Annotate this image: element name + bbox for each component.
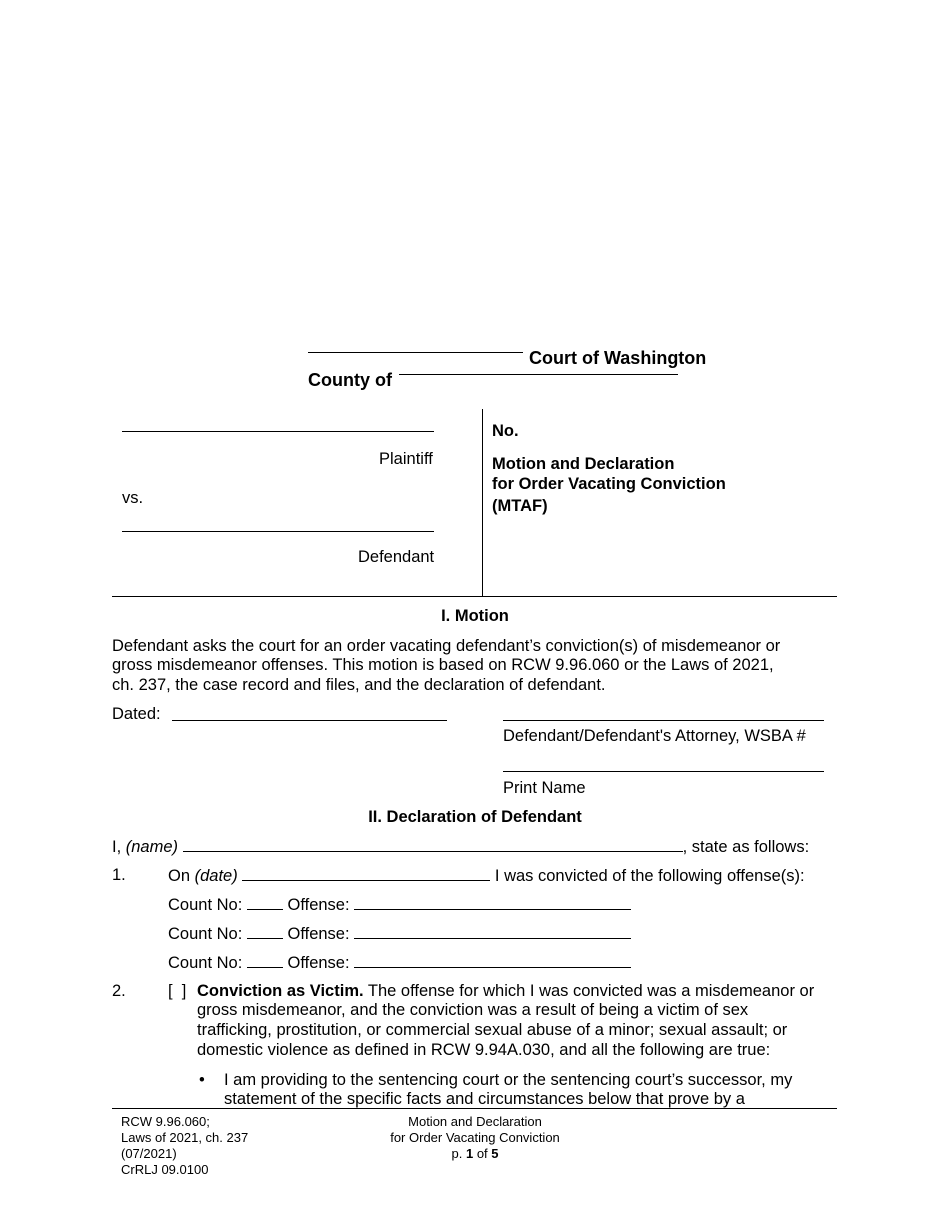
item2-text1: The offense for which I was convicted was a misdemeanor or	[367, 982, 815, 1000]
plaintiff-label: Plaintiff	[379, 450, 433, 468]
case-number-label: No.	[492, 422, 519, 440]
court-title: Court of Washington	[529, 348, 707, 368]
i-label: I,	[112, 838, 122, 856]
footer-title-line1: Motion and Declaration	[408, 1114, 542, 1129]
item2-number: 2.	[112, 982, 126, 1000]
item2-line3: trafficking, prostitution, or commercial sexual abuse of a minor; sexual assault; or	[197, 1021, 788, 1039]
count-label: Count No:	[168, 954, 243, 972]
footer-title-line2: for Order Vacating Conviction	[390, 1130, 560, 1145]
item2-line2: gross misdemeanor, and the conviction was a result of being a victim of sex	[197, 1001, 749, 1019]
declarant-line	[112, 837, 809, 857]
page-number	[0, 1146, 950, 1162]
item1-on: On	[168, 867, 191, 885]
court-name-blank[interactable]	[308, 352, 523, 353]
item2-title: Conviction as Victim.	[197, 982, 364, 1000]
footer-revision: (07/2021)	[121, 1146, 177, 1161]
signer-label: Defendant/Defendant's Attorney, WSBA #	[503, 727, 806, 745]
declaration-heading: II. Declaration of Defendant	[368, 808, 582, 826]
victim-checkbox[interactable]: [ ]	[168, 982, 187, 1000]
form-title-line2: for Order Vacating Conviction	[492, 475, 726, 493]
motion-body-line2: gross misdemeanor offenses. This motion is based on RCW 9.96.060 or the Laws of 2021,	[112, 656, 774, 674]
item2-line4: domestic violence as defined in RCW 9.94A.030, and all the following are true:	[197, 1041, 771, 1059]
page-of: of	[476, 1146, 488, 1161]
county-label: County of	[308, 370, 392, 390]
footer-form-code: CrRLJ 09.0100	[121, 1162, 209, 1177]
count-number-blank[interactable]	[247, 895, 283, 910]
name-hint: (name)	[125, 838, 179, 856]
footer-laws: Laws of 2021, ch. 237	[121, 1130, 249, 1145]
item1-date-hint: (date)	[194, 867, 238, 885]
dated-label: Dated:	[112, 705, 161, 723]
page-current: 1	[465, 1146, 474, 1161]
caption-divider	[482, 409, 483, 596]
item1-line	[168, 866, 805, 886]
count-number-blank[interactable]	[247, 953, 283, 968]
state-follows: , state as follows:	[682, 838, 810, 856]
count-label: Count No:	[168, 925, 243, 943]
dated-blank[interactable]	[172, 720, 447, 721]
offense-blank[interactable]	[354, 953, 631, 968]
defendant-name-blank[interactable]	[122, 531, 434, 532]
offense-blank[interactable]	[354, 895, 631, 910]
item2-line1	[197, 982, 814, 1001]
offense-blank[interactable]	[354, 924, 631, 939]
count-row	[168, 924, 631, 944]
defendant-label: Defendant	[358, 548, 435, 566]
motion-heading: I. Motion	[441, 607, 509, 625]
page-total: 5	[491, 1146, 499, 1161]
count-row	[168, 953, 631, 973]
bullet1-line2: statement of the specific facts and circumstances below that prove by a	[224, 1090, 745, 1108]
footer-statute: RCW 9.96.060;	[121, 1114, 210, 1129]
form-title-line3: (MTAF)	[492, 497, 548, 515]
plaintiff-name-blank[interactable]	[122, 431, 434, 432]
count-label: Count No:	[168, 896, 243, 914]
item1-number: 1.	[112, 866, 126, 884]
motion-body-line1: Defendant asks the court for an order vacating defendant’s conviction(s) of misdemeanor or	[112, 637, 781, 655]
offense-label: Offense:	[287, 925, 350, 943]
bullet-glyph: •	[199, 1071, 205, 1089]
bullet1-line1: I am providing to the sentencing court or the sentencing court’s successor, my	[224, 1071, 793, 1089]
signature-blank[interactable]	[503, 720, 824, 721]
page-prefix: p.	[451, 1146, 463, 1161]
motion-body-line3: ch. 237, the case record and files, and the declaration of defendant.	[112, 676, 606, 694]
footer-rule	[112, 1108, 837, 1109]
county-name-blank[interactable]	[399, 374, 678, 375]
count-row	[168, 895, 631, 915]
print-name-label: Print Name	[503, 779, 586, 797]
declarant-name-blank[interactable]	[183, 837, 683, 852]
caption-bottom-rule	[112, 596, 837, 597]
item1-text: I was convicted of the following offense(s):	[494, 867, 805, 885]
offense-label: Offense:	[287, 954, 350, 972]
print-name-blank[interactable]	[503, 771, 824, 772]
count-number-blank[interactable]	[247, 924, 283, 939]
form-title-line1: Motion and Declaration	[492, 455, 675, 473]
footer-center	[0, 1114, 950, 1162]
vs-label: vs.	[122, 489, 144, 507]
conviction-date-blank[interactable]	[242, 866, 490, 881]
offense-label: Offense:	[287, 896, 350, 914]
